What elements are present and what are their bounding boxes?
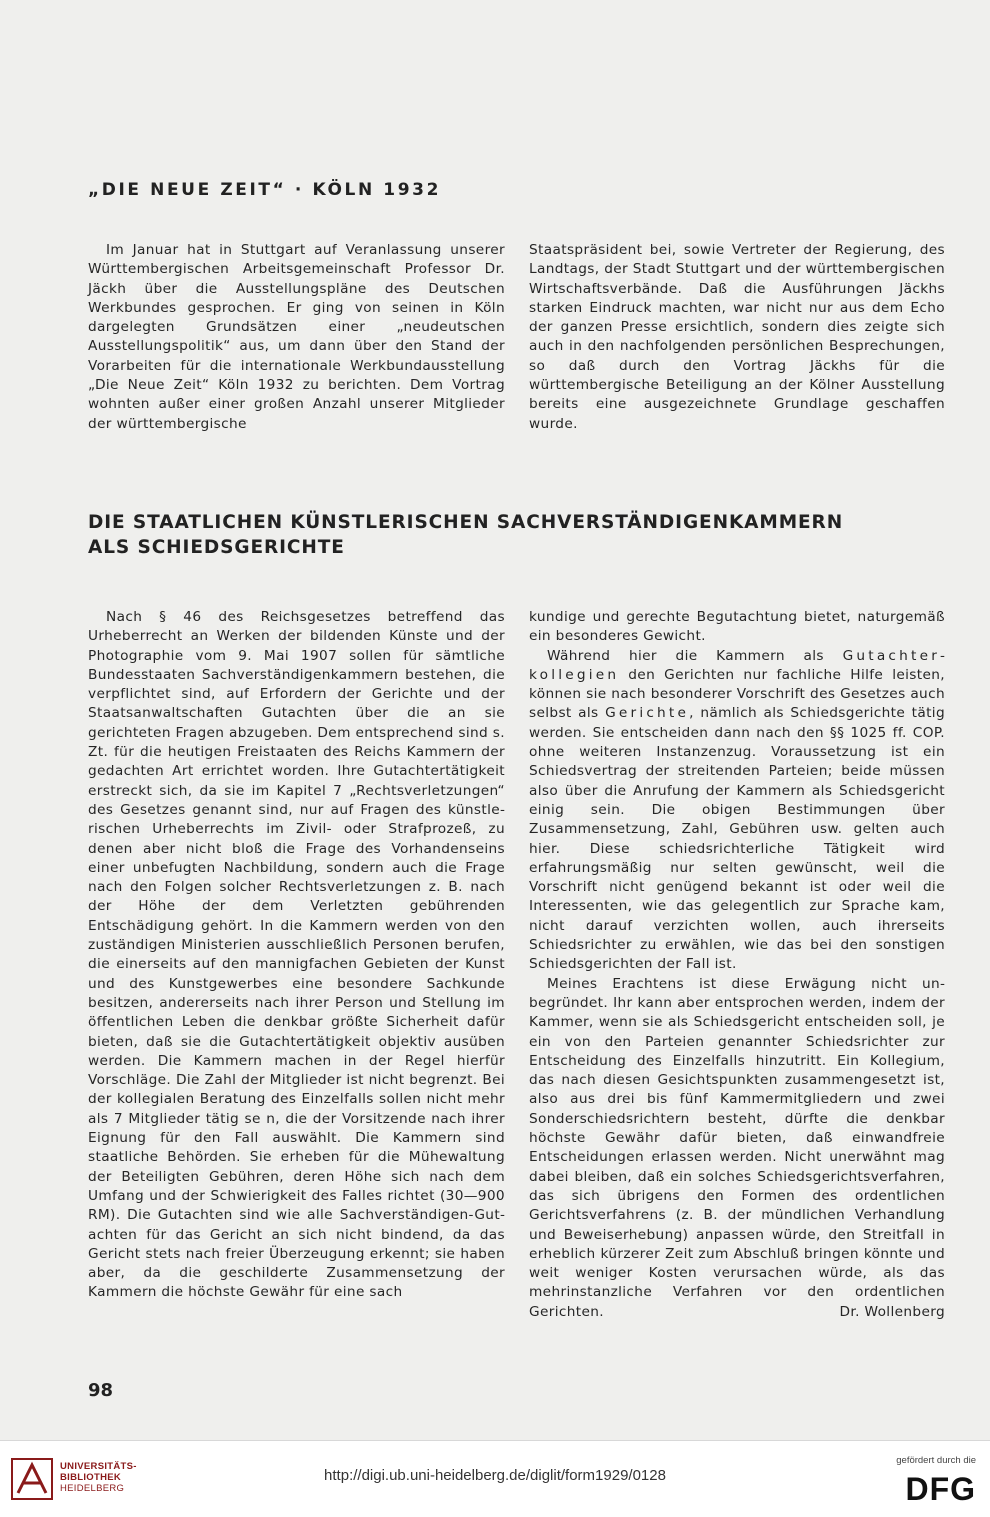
article2-paragraph-1: Nach § 46 des Reichsgesetzes betreffend das Urheberrecht an Werken der bildenden Künste und der Photographie vom 9. Mai 1907 sollen für sämtliche Bundesstaaten Sachverständigenkammern bestehen, die verpflichtet sind, auf Erfordern der Gerichte und der Staatsanwaltschaften Gutachten über die an sie gerichteten Fragen abzugeben. Dem entsprechend sind s. Zt. für die heutigen Freistaaten des Reichs Kammern der gedachten Art errichtet worden. Ihre Gutachtertätigkeit erstreckt sich, da sie im Kapitel 7 „Rechtsverletzungen“ des Gesetzes genannt sind, nur auf Fragen des künstlerischen Urheberrechts im Zivil- oder Strafprozeß, zu denen aber nicht bloß die Frage des Vorhandenseins einer unbefugten Nachbildung, sondern auch die Frage nach den Folgen solcher Rechtsverletzungen z. B. nach der Höhe der dem Verletzten gebührenden Entschädigung gehört. In die Kammern werden von den zuständigen Ministerien ausschließlich Personen berufen, die einerseits auf den mannigfachen Gebieten der Kunst und des Kunstgewerbes eine besondere Sachkunde besitzen, andererseits nach ihrer Person und Stellung im öffentlichen Leben die denkbar größte Sicherheit dafür bieten, daß sie die Gutachtertätigkeit objektiv ausüben werden. Die Kammern machen in der Regel hierfür Vorschläge. Die Zahl der Mitglieder ist nicht begrenzt. Bei der kollegialen Beratung des Einzelfalls sollen nicht mehr als 7 Mitglieder tätig se n, die der Vorsitzende nach ihrer Eignung für den Fall auswählt. Die Kammern sind staatliche Behörden. Sie erheben für die Mühewaltung der Beteiligten Gebühren, deren Höhe sich nach dem Umfang und der Schwierigkeit des Falles richtet (30—900 RM). Die Gutachten sind wie alle Sachverständigen-Gutachten für das Gericht an sich nicht bindend, da das Gericht stets nach freier Überzeugung erkennt; sie haben aber, da die geschilderte Zusammensetzung der Kammern die höchste Gewähr für eine sach [88, 609, 505, 1301]
spaced-term-gerichte: Gerichte [605, 705, 690, 722]
author-signature: Dr. Wollenberg [839, 1303, 945, 1320]
viewer-footer [0, 1440, 990, 1517]
article2-paragraph-2 [529, 647, 945, 975]
funding-note: gefördert durch die [896, 1455, 976, 1466]
title-line-1: DIE STAATLICHEN KÜNSTLERISCHEN SACHVERSTÄNDIGENKAMMERN [88, 512, 844, 533]
paragraph-text: Meines Erachtens ist diese Erwägung nicht unbegründet. Ihr kann aber entsprochen werden, indem der Kammer, wenn sie als Schiedsgericht entscheiden soll, je ein von den Parteien genannter Schiedsrichter zur Entscheidung des Einzelfalls hinzutritt. Ein Kollegium, das nach diesen Gesichtspunkten zusammengesetzt ist, also aus drei bis fünf Kammermitgliedern und zwei Sonderschiedsrichtern besteht, dürfte die denkbar höchste Gewähr dafür bieten, daß einwandfreie Entscheidungen erlassen werden. Nicht unerwähnt mag dabei bleiben, daß ein solches Schiedsgerichtsverfahren, das sich übrigens den Formen des ordentlichen Gerichtsverfahrens (z. B. der mündlichen Verhandlung und Beweiserhebung) anpassen würde, den Streitfall in erheblich kürzerer Zeit zum Abschluß bringen könnte und weit weniger Kosten verursachen würde, als das mehrinstanzliche Verfahren vor den ordentlichen Gerichten. [529, 975, 945, 1320]
library-line-1: UNIVERSITÄTS- [60, 1461, 137, 1472]
article1-paragraph: Im Januar hat in Stuttgart auf Veranlassung unserer Württembergischen Arbeitsgemeinschaft Professor Dr. Jäckh über die Ausstellungspläne des Deutschen Werkbundes gesprochen. Er ging von seinen in Köln dargelegten Grundsätzen einer „neudeutschen Ausstellungspolitik“ aus, um dann über den Stand der Vorarbeiten für die internationale Werkbundausstellung „Die Neue Zeit“ Köln 1932 zu berichten. Dem Vortrag wohnten außer einer großen Anzahl unserer Mitglieder der württembergische [88, 242, 505, 432]
page-number: 98 [88, 1380, 114, 1401]
article1-column-right [529, 241, 945, 434]
article1-column-left [88, 241, 505, 434]
article-title-neue-zeit: „DIE NEUE ZEIT“ · KÖLN 1932 [88, 180, 441, 200]
article2-paragraph-1-cont: kundige und gerechte Begutachtung bietet, naturgemäß ein besonderes Gewicht. [529, 609, 945, 645]
article2-column-right [529, 608, 945, 1322]
dfg-logo: DFG [905, 1471, 976, 1507]
article2-column-left [88, 608, 505, 1303]
article-title-sachverstaendigenkammern [88, 510, 948, 560]
text-run: den Gerichten nur fachliche Hilfe leisten, können sie nach besonderer Vorschrift des Gesetzes auch selbst als [529, 666, 945, 722]
text-run: Während hier die Kammern als [547, 647, 843, 664]
document-url-link[interactable]: http://digi.ub.uni-heidelberg.de/diglit/form1929/0128 [324, 1467, 666, 1484]
title-line-2: ALS SCHIEDSGERICHTE [88, 537, 345, 558]
library-line-3: HEIDELBERG [60, 1483, 125, 1494]
text-run: , nämlich als Schiedsgerichte tätig werden. Sie entscheiden dann nach den §§ 1025 ff. COP. ohne weiteren Instanzenzug. Voraussetzung ist ein Schiedsvertrag der streitenden Parteien; beide müssen also über die Anrufung der Kammern als Schiedsgericht einig sein. Die obigen Bestimmungen über Zusammensetzung, Zahl, Gebühren usw. gelten auch hier. Diese schiedsrichterliche Tätigkeit wird erfahrungsmäßig nur selten gewünscht, weil die Vorschrift nicht genügend bekannt ist oder weil die Interessenten, wie das gelegentlich zur Sprache kam, nicht darauf verzichten wollen, auch ihrerseits Schiedsrichter zu erwählen, wie das bei den sonstigen Schiedsgerichten der Fall ist. [529, 705, 945, 973]
article2-paragraph-3 [529, 975, 945, 1322]
library-line-2: BIBLIOTHEK [60, 1472, 122, 1483]
article1-paragraph-cont: Staatspräsident bei, sowie Vertreter der Regierung, des Landtags, der Stadt Stuttgart und der württembergischen Wirtschaftsverbände. Daß die Ausführungen Jäckhs starken Eindruck machten, war nicht nur aus dem Echo der ganzen Presse ersichtlich, sondern dies zeigte sich auch in den nachfolgenden persönlichen Besprechungen, so daß durch den Vortrag Jäckhs für die württembergische Beteiligung an der Kölner Ausstellung bereits eine ausgezeichnete Grundlage geschaffen wurde. [529, 242, 945, 432]
spaced-term-gutachterkollegien: Gutachterkollegien [529, 647, 945, 683]
